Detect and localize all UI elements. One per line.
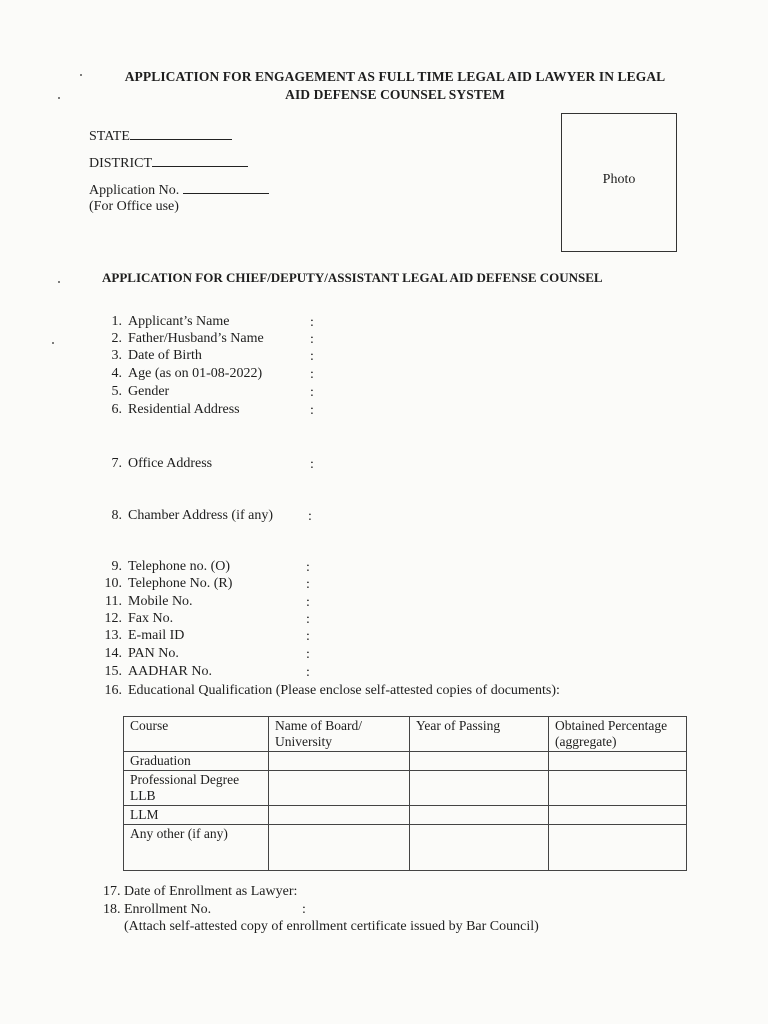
- district-label: DISTRICT: [89, 156, 152, 171]
- board-cell[interactable]: [269, 771, 410, 806]
- field-colon: :: [310, 457, 314, 472]
- item-label: E-mail ID: [128, 628, 185, 643]
- item-label: Telephone No. (R): [128, 576, 233, 591]
- table-header-cell: Obtained Percentage (aggregate): [549, 717, 687, 752]
- field-colon: :: [306, 595, 310, 610]
- educational-qualification-table: [123, 716, 687, 871]
- item-number: 6.: [111, 402, 122, 417]
- item-number: 11.: [105, 594, 122, 609]
- item-label: Gender: [128, 384, 170, 399]
- scan-speck: [58, 97, 60, 99]
- item-number: 7.: [111, 456, 122, 471]
- item-label: Father/Husband’s Name: [128, 331, 264, 346]
- field-colon: :: [306, 612, 310, 627]
- state-field[interactable]: [89, 127, 232, 145]
- percentage-cell[interactable]: [549, 825, 687, 871]
- field-colon: :: [306, 560, 310, 575]
- application-no-label: Application No.: [89, 183, 180, 198]
- item-number: 4.: [111, 366, 122, 381]
- state-label: STATE: [89, 129, 130, 144]
- field-colon: :: [306, 577, 310, 592]
- course-cell: Graduation: [124, 752, 269, 771]
- application-no-blank[interactable]: [183, 181, 269, 194]
- item-label: Residential Address: [128, 402, 240, 417]
- board-cell[interactable]: [269, 806, 410, 825]
- application-no-field[interactable]: [89, 181, 269, 199]
- year-cell[interactable]: [410, 771, 549, 806]
- photo-box[interactable]: [561, 113, 677, 252]
- attach-note: (Attach self-attested copy of enrollment certificate issued by Bar Council): [124, 919, 539, 934]
- district-blank[interactable]: [152, 154, 248, 167]
- board-cell[interactable]: [269, 825, 410, 871]
- table-row: [124, 825, 687, 871]
- item-number: 16.: [104, 683, 122, 698]
- item-number: 5.: [111, 384, 122, 399]
- scan-speck: [52, 342, 54, 344]
- state-blank[interactable]: [130, 127, 232, 140]
- sub-title: APPLICATION FOR CHIEF/DEPUTY/ASSISTANT LEGAL AID DEFENSE COUNSEL: [102, 270, 603, 285]
- field-colon: :: [310, 403, 314, 418]
- title-line-1: APPLICATION FOR ENGAGEMENT AS FULL TIME LEGAL AID LAWYER IN LEGAL: [124, 69, 666, 84]
- item-label: Mobile No.: [128, 594, 193, 609]
- year-cell[interactable]: [410, 752, 549, 771]
- table-header-cell: Name of Board/ University: [269, 717, 410, 752]
- item-label: PAN No.: [128, 646, 179, 661]
- table-header-cell: Course: [124, 717, 269, 752]
- field-colon: :: [306, 665, 310, 680]
- table-row: [124, 752, 687, 771]
- item-label: Fax No.: [128, 611, 174, 626]
- field-colon: :: [302, 902, 306, 917]
- year-cell[interactable]: [410, 825, 549, 871]
- item-label: Date of Birth: [128, 348, 202, 363]
- enrollment-date-item: 17. Date of Enrollment as Lawyer:: [103, 884, 298, 899]
- field-colon: :: [310, 332, 314, 347]
- field-colon: :: [310, 367, 314, 382]
- item-label: Office Address: [128, 456, 213, 471]
- item-number: 15.: [104, 664, 122, 679]
- item-number: 9.: [111, 559, 122, 574]
- table-header-row: [124, 717, 687, 752]
- board-cell[interactable]: [269, 752, 410, 771]
- field-colon: :: [310, 385, 314, 400]
- item-number: 10.: [104, 576, 122, 591]
- year-cell[interactable]: [410, 806, 549, 825]
- district-field[interactable]: [89, 154, 248, 172]
- item-number: 13.: [104, 628, 122, 643]
- percentage-cell[interactable]: [549, 806, 687, 825]
- field-colon: :: [310, 349, 314, 364]
- item-number: 1.: [111, 314, 122, 329]
- table-row: [124, 806, 687, 825]
- course-cell: Professional Degree LLB: [124, 771, 269, 806]
- percentage-cell[interactable]: [549, 752, 687, 771]
- item-number: 14.: [104, 646, 122, 661]
- item-number: 3.: [111, 348, 122, 363]
- field-colon: :: [308, 509, 312, 524]
- table-header-cell: Year of Passing: [410, 717, 549, 752]
- item-label: Telephone no. (O): [128, 559, 231, 574]
- office-use-note: (For Office use): [89, 199, 179, 214]
- field-colon: :: [306, 647, 310, 662]
- title-line-2: AID DEFENSE COUNSEL SYSTEM: [285, 87, 505, 102]
- item-label: Applicant’s Name: [128, 314, 230, 329]
- scan-speck: [58, 281, 60, 283]
- item-number: 8.: [111, 508, 122, 523]
- item-label: Educational Qualification (Please enclose self-attested copies of documents):: [128, 683, 560, 698]
- photo-label: Photo: [602, 172, 636, 187]
- course-cell: LLM: [124, 806, 269, 825]
- field-colon: :: [310, 315, 314, 330]
- item-label: Age (as on 01-08-2022): [128, 366, 263, 381]
- course-cell: Any other (if any): [124, 825, 269, 871]
- item-label: Chamber Address (if any): [128, 508, 274, 523]
- percentage-cell[interactable]: [549, 771, 687, 806]
- item-number: 2.: [111, 331, 122, 346]
- document-title: [70, 68, 720, 104]
- table-row: [124, 771, 687, 806]
- enrollment-no-item: 18. Enrollment No.: [103, 902, 212, 917]
- item-label: AADHAR No.: [128, 664, 212, 679]
- field-colon: :: [306, 629, 310, 644]
- item-number: 12.: [104, 611, 122, 626]
